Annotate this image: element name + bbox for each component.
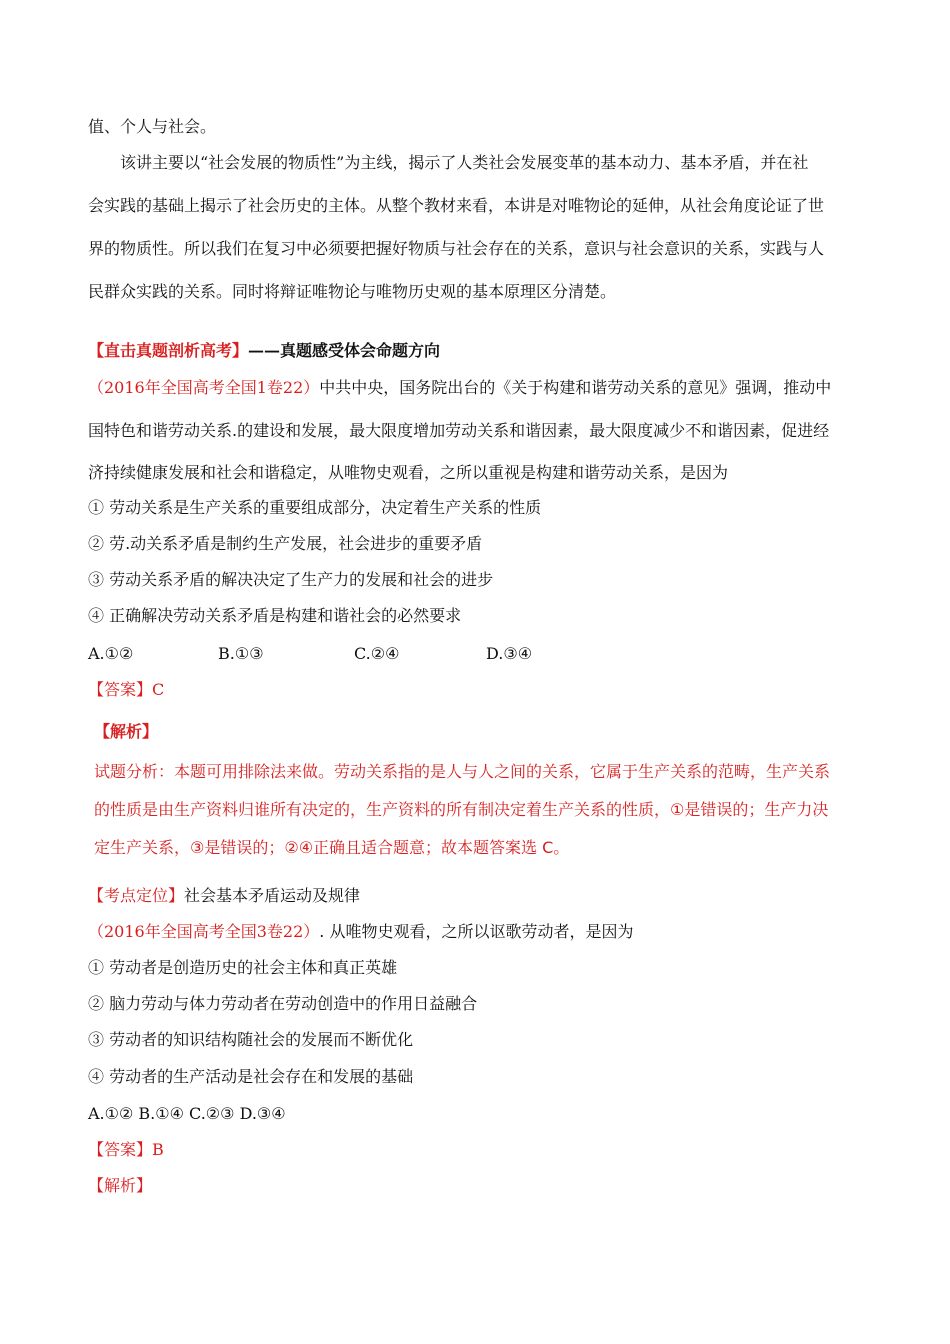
q2-stem-text: . 从唯物史观看，之所以讴歌劳动者，是因为 <box>319 922 634 941</box>
q1-analysis-line-1: 试题分析：本题可用排除法来做。劳动关系指的是人与人之间的关系，它属于生产关系的范畴，生产关系 <box>94 762 831 781</box>
section-heading <box>88 340 440 362</box>
q1-source: （2016年全国高考全国1卷22） <box>88 378 320 397</box>
q1-option-a: A.①② <box>88 644 134 663</box>
q2-source: （2016年全国高考全国3卷22） <box>88 922 320 941</box>
q1-stem-line-3: 济持续健康发展和社会和谐稳定，从唯物史观看，之所以重视是构建和谐劳动关系，是因为 <box>88 463 729 482</box>
q1-stem-line-1 <box>88 377 831 399</box>
q2-answer <box>88 1139 164 1161</box>
q1-point <box>88 885 360 907</box>
q1-answer <box>88 679 164 701</box>
q1-stem-text-1: 中共中央，国务院出台的《关于构建和谐劳动关系的意见》强调，推动中 <box>319 378 832 397</box>
q1-analysis-line-3: 定生产关系，③是错误的；②④正确且适合题意；故本题答案选 C。 <box>94 838 570 857</box>
q2-item-3: ③ 劳动者的知识结构随社会的发展而不断优化 <box>88 1030 414 1049</box>
q1-option-b: B.①③ <box>218 644 264 663</box>
q2-options: A.①② B.①④ C.②③ D.③④ <box>88 1104 286 1123</box>
q2-analysis-label: 【解析】 <box>88 1176 153 1195</box>
intro-line-4: 民群众实践的关系。同时将辩证唯物论与唯物历史观的基本原理区分清楚。 <box>88 282 617 301</box>
q1-item-4: ④ 正确解决劳动关系矛盾是构建和谐社会的必然要求 <box>88 606 462 625</box>
q1-option-c: C.②④ <box>354 644 400 663</box>
section-subtitle: ——真题感受体会命题方向 <box>248 341 441 360</box>
q1-answer-label: 【答案】 <box>88 680 153 699</box>
intro-line-3: 界的物质性。所以我们在复习中必须要把握好物质与社会存在的关系，意识与社会意识的关系，实践与人 <box>88 239 825 258</box>
q2-answer-value: B <box>152 1140 164 1159</box>
q1-item-1: ① 劳动关系是生产关系的重要组成部分，决定着生产关系的性质 <box>88 498 542 517</box>
intro-line-0: 值、个人与社会。 <box>88 117 217 136</box>
q2-item-2: ② 脑力劳动与体力劳动者在劳动创造中的作用日益融合 <box>88 994 478 1013</box>
q1-analysis-label: 【解析】 <box>94 722 159 741</box>
q1-stem-line-2: 国特色和谐劳动关系.的建设和发展，最大限度增加劳动关系和谐因素，最大限度减少不和谐因素，促进经 <box>88 421 830 440</box>
q1-option-d: D.③④ <box>486 644 533 663</box>
q2-stem <box>88 921 633 943</box>
q1-point-label: 【考点定位】 <box>88 886 185 905</box>
q1-options <box>88 643 532 665</box>
section-tag: 【直击真题剖析高考】 <box>88 341 249 360</box>
q1-answer-value: C <box>152 680 165 699</box>
q2-answer-label: 【答案】 <box>88 1140 153 1159</box>
q1-analysis-line-2: 的性质是由生产资料归谁所有决定的，生产资料的所有制决定着生产关系的性质，①是错误的；生产力决 <box>94 800 829 819</box>
q2-item-1: ① 劳动者是创造历史的社会主体和真正英雄 <box>88 958 398 977</box>
q2-item-4: ④ 劳动者的生产活动是社会存在和发展的基础 <box>88 1067 414 1086</box>
intro-line-1: 该讲主要以“社会发展的物质性”为主线，揭示了人类社会发展变革的基本动力、基本矛盾，并在社 <box>120 153 809 172</box>
intro-line-2: 会实践的基础上揭示了社会历史的主体。从整个教材来看，本讲是对唯物论的延伸，从社会角度论证了世 <box>88 196 825 215</box>
q1-point-text: 社会基本矛盾运动及规律 <box>184 886 361 905</box>
q1-item-3: ③ 劳动关系矛盾的解决决定了生产力的发展和社会的进步 <box>88 570 494 589</box>
q1-item-2: ② 劳.动关系矛盾是制约生产发展，社会进步的重要矛盾 <box>88 534 483 553</box>
